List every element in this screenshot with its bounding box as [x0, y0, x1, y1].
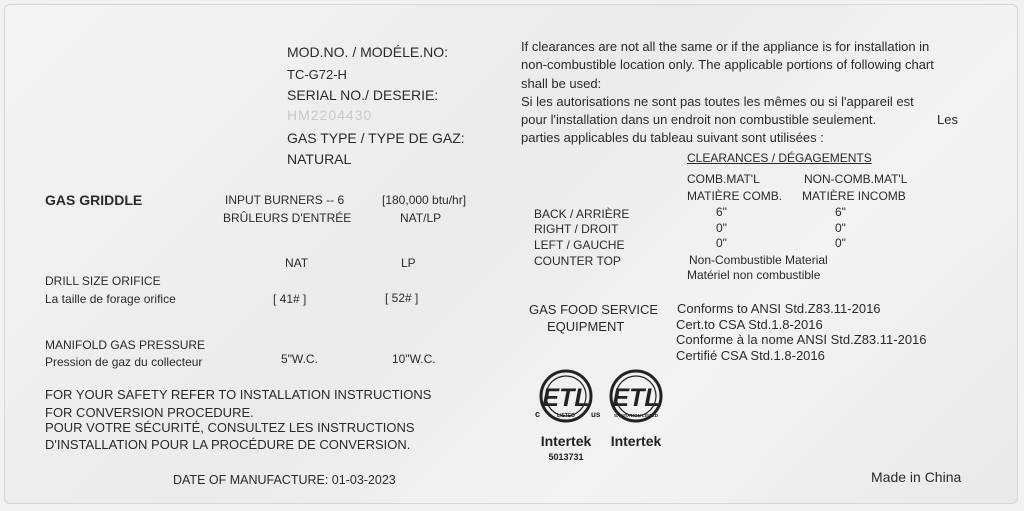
input-burners-fr: BRÛLEURS D'ENTRÉE: [223, 211, 352, 225]
input-burners-en: INPUT BURNERS -- 6: [225, 193, 345, 207]
standards-label-1: GAS FOOD SERVICE: [529, 302, 659, 317]
col-nat: NAT: [285, 256, 309, 270]
orifice-nat: [ 41# ]: [273, 292, 307, 306]
clearances-col1-b: MATIÈRE COMB.: [687, 189, 783, 203]
btu-rating: [180,000 btu/hr]: [382, 193, 467, 207]
standards-line-2: Cert.to CSA Std.1.8-2016: [676, 317, 823, 332]
serial-label: SERIAL NO./ DESERIE:: [287, 87, 439, 103]
clearance-row-comb: 6": [716, 205, 727, 219]
clearance-note-3: shall be used:: [521, 76, 602, 91]
etl-mark-text: ETL: [612, 384, 660, 412]
clearance-note-5: pour l'installation dans un endroit non combustible seulement.: [521, 112, 877, 127]
clearances-title: CLEARANCES / DÉGAGEMENTS: [687, 151, 872, 165]
col-lp: LP: [401, 256, 416, 270]
clearance-row-label: LEFT / GAUCHE: [534, 238, 625, 252]
btu-gas-types: NAT/LP: [400, 211, 442, 225]
made-in: Made in China: [871, 469, 962, 485]
standards-line-4: Certifié CSA Std.1.8-2016: [676, 348, 825, 363]
manifold-lp: 10"W.C.: [392, 352, 436, 366]
listing-number: 5013731: [548, 452, 584, 462]
standards-line-1: Conforms to ANSI Std.Z83.11-2016: [677, 301, 881, 316]
clearance-note-1: If clearances are not all the same or if the appliance is for installation in: [521, 39, 930, 54]
clearances-col2-b: MATIÈRE INCOMB: [802, 189, 906, 203]
clearance-note-4: Si les autorisations ne sont pas toutes les mêmes ou si l'appareil est: [521, 94, 914, 109]
etl-sanitation-arc-text: SANITATION LISTED: [613, 413, 659, 418]
manifold-nat: 5"W.C.: [281, 352, 318, 366]
intertek-brand: Intertek: [610, 433, 662, 449]
clearance-row-label: BACK / ARRIÈRE: [534, 207, 630, 221]
clearance-row-noncomb: 6": [835, 205, 846, 219]
product-name: GAS GRIDDLE: [45, 192, 143, 208]
etl-c-mark: c: [535, 409, 541, 419]
date-of-manufacture: DATE OF MANUFACTURE: 01-03-2023: [173, 473, 396, 487]
clearance-note-2: non-combustible location only. The applicable portions of following chart: [521, 57, 934, 72]
standards-label-2: EQUIPMENT: [547, 319, 625, 334]
counter-top-label: COUNTER TOP: [534, 254, 621, 268]
clearance-row-noncomb: 0": [835, 236, 846, 250]
manifold-label-fr: Pression de gaz du collecteur: [45, 355, 203, 369]
serial-value: HM2204430: [287, 107, 373, 123]
safety-line-1: FOR YOUR SAFETY REFER TO INSTALLATION INSTRUCTIONS: [45, 387, 432, 402]
orifice-lp: [ 52# ]: [385, 291, 419, 305]
clearance-row-label: RIGHT / DROIT: [534, 222, 619, 236]
counter-top-value-fr: Matériel non combustible: [687, 268, 821, 282]
safety-line-2: FOR CONVERSION PROCEDURE.: [45, 405, 254, 420]
clearance-row-comb: 0": [716, 236, 727, 250]
clearance-row-comb: 0": [716, 221, 727, 235]
orifice-label-en: DRILL SIZE ORIFICE: [45, 274, 161, 288]
etl-listed-logo: [532, 368, 607, 464]
etl-us-mark: us: [591, 410, 601, 419]
gas-type-value: NATURAL: [287, 151, 352, 167]
manifold-label-en: MANIFOLD GAS PRESSURE: [45, 338, 206, 352]
safety-line-3: POUR VOTRE SÉCURITÉ, CONSULTEZ LES INSTRUCTIONS: [45, 420, 415, 435]
clearance-note-5b: Les: [937, 112, 958, 127]
gas-type-label: GAS TYPE / TYPE DE GAZ:: [287, 130, 465, 146]
clearance-note-6: parties applicables du tableau suivant sont utilisées :: [521, 130, 824, 145]
etl-sanitation-logo: [599, 368, 674, 464]
etl-sanitation-mark-icon: [599, 368, 674, 464]
counter-top-value-en: Non-Combustible Material: [689, 253, 828, 267]
orifice-label-fr: La taille de forage orifice: [45, 292, 176, 306]
safety-line-4: D'INSTALLATION POUR LA PROCÉDURE DE CONVERSION.: [45, 437, 411, 452]
clearances-col2-a: NON-COMB.MAT'L: [804, 172, 908, 186]
etl-listed-mark-icon: [532, 368, 607, 464]
etl-listed-arc-text: LISTED: [557, 413, 575, 419]
etl-mark-text: ETL: [542, 384, 590, 412]
clearance-row-noncomb: 0": [835, 221, 846, 235]
standards-line-3: Conforme à la nome ANSI Std.Z83.11-2016: [676, 332, 927, 347]
intertek-brand: Intertek: [540, 433, 592, 449]
model-value: TC-G72-H: [287, 67, 347, 82]
clearances-col1-a: COMB.MAT'L: [687, 172, 760, 186]
model-label: MOD.NO. / MODÉLE.NO:: [287, 44, 449, 60]
